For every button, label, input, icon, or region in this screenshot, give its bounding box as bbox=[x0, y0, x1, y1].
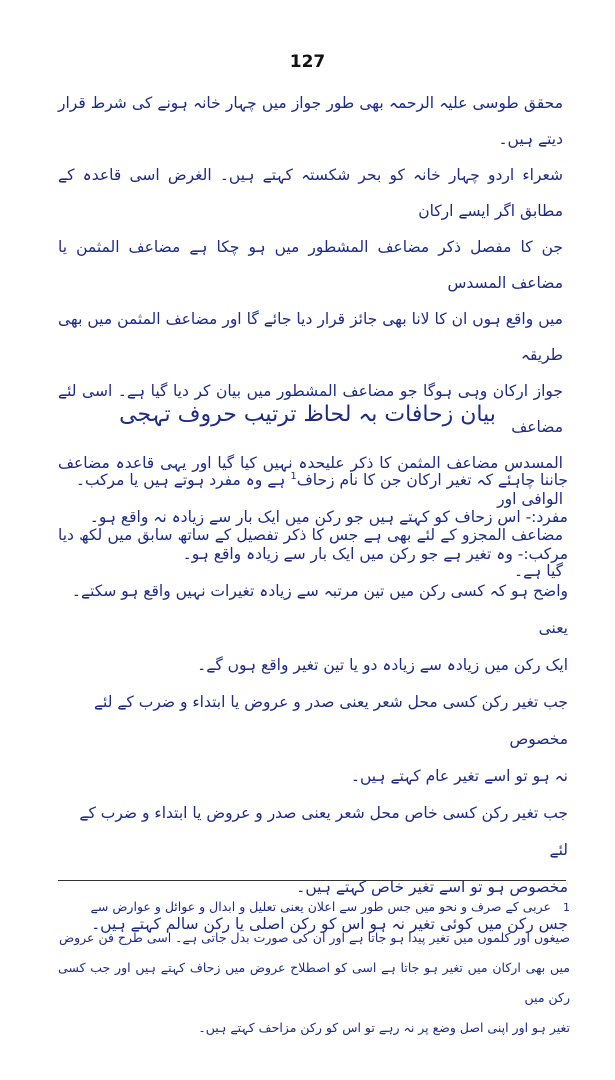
paragraph-line: شعراء اردو چہار خانہ کو بحر شکستہ کہتے ہیں۔ الغرض اسی قاعدہ کے مطابق اگر ایسے ارکان bbox=[58, 166, 563, 220]
section-line: واضح ہو کہ کسی رکن میں تین مرتبہ سے زیادہ تغیرات نہیں واقع ہو سکتے۔ یعنی bbox=[71, 582, 568, 638]
footnote-line: میں بھی ارکان میں تغیر ہو جاتا ہے اسی کو اصطلاح عروض میں زحاف کہتے ہیں اور جب کسی رکن میں bbox=[58, 960, 570, 1005]
section-line: مفرد:- اس زحاف کو کہتے ہیں جو رکن میں ایک بار سے زیادہ نہ واقع ہو۔ bbox=[89, 508, 568, 527]
footnote-reference: 1 bbox=[290, 471, 297, 482]
page-number: 127 bbox=[289, 52, 326, 72]
paragraph-line: المسدس مضاعف المثمن کا ذکر علیحدہ نہیں کیا گیا اور یہی قاعدہ مضاعف الوافی اور bbox=[58, 454, 563, 508]
section-line: مرکب:- وہ تغیر ہے جو رکن میں ایک بار سے زیادہ واقع ہو۔ bbox=[182, 545, 568, 564]
footnote-divider bbox=[58, 880, 566, 881]
section-line: نہ ہو تو اسے تغیر عام کہتے ہیں۔ bbox=[350, 767, 568, 786]
section-line: مخصوص ہو تو اسے تغیر خاص کہتے ہیں۔ bbox=[296, 878, 568, 897]
footnote-block bbox=[58, 892, 570, 1043]
footnote-marker: 1 bbox=[563, 901, 570, 914]
section-line: جس رکن میں کوئی تغیر نہ ہو اس کو رکن اصلی یا رکن سالم کہتے ہیں۔ bbox=[91, 915, 568, 934]
paragraph-line: مضاعف المجزو کے لئے بھی ہے جس کا ذکر تفصیل کے ساتھ سابق میں لکھ دیا گیا ہے۔ bbox=[58, 526, 563, 580]
footnote-line bbox=[58, 892, 570, 923]
section-heading: بیان زحافات بہ لحاظ ترتیب حروف تہجی bbox=[119, 402, 496, 427]
paragraph-line: جن کا مفصل ذکر مضاعف المشطور میں ہو چکا ہے مضاعف المثمن یا مضاعف المسدس bbox=[58, 238, 563, 292]
footnote-line: صیغوں اور کلموں میں تغیر پیدا ہو جاتا ہے اور ان کی صورت بدل جاتی ہے۔ اسی طرح فن عروض bbox=[59, 930, 570, 945]
section-line: جب تغیر رکن کسی محل شعر یعنی صدر و عروض یا ابتداء و ضرب کے لئے مخصوص bbox=[93, 693, 568, 749]
section-line-text: جاننا چاہئے کہ تغیر ارکان جن کا نام زحاف bbox=[296, 471, 568, 490]
footnote-line: تغیر ہو اور اپنی اصل وضع پر نہ رہے تو اس کو رکن مزاحف کہتے ہیں۔ bbox=[198, 1020, 570, 1035]
paragraph-line: میں واقع ہوں ان کا لانا بھی جائز قرار دیا جائے گا اور مضاعف المثمن میں بھی طریقہ bbox=[58, 310, 563, 364]
footnote-line-text: عربی کے صرف و نحو میں جس طور سے اعلان یعنی تعلیل و ابدال و عوائل و عوارض سے bbox=[90, 899, 551, 914]
section-line: ایک رکن میں زیادہ سے زیادہ دو یا تین تغیر واقع ہوں گے۔ bbox=[197, 656, 568, 675]
section-line: جب تغیر رکن کسی خاص محل شعر یعنی صدر و عروض یا ابتداء و ضرب کے لئے bbox=[79, 804, 568, 860]
section-body bbox=[58, 458, 568, 943]
paragraph-line: جواز ارکان وہی ہوگا جو مضاعف المشطور میں بیان کر دیا گیا ہے۔ اسی لئے مضاعف bbox=[58, 382, 563, 436]
paragraph-line: محقق طوسی علیہ الرحمہ بھی طور جواز میں چہار خانہ ہونے کی شرط قرار دیتے ہیں۔ bbox=[58, 94, 563, 148]
section-line bbox=[58, 458, 568, 499]
section-line-text: ہے وہ مفرد ہوتے ہیں یا مرکب۔ bbox=[75, 471, 291, 490]
